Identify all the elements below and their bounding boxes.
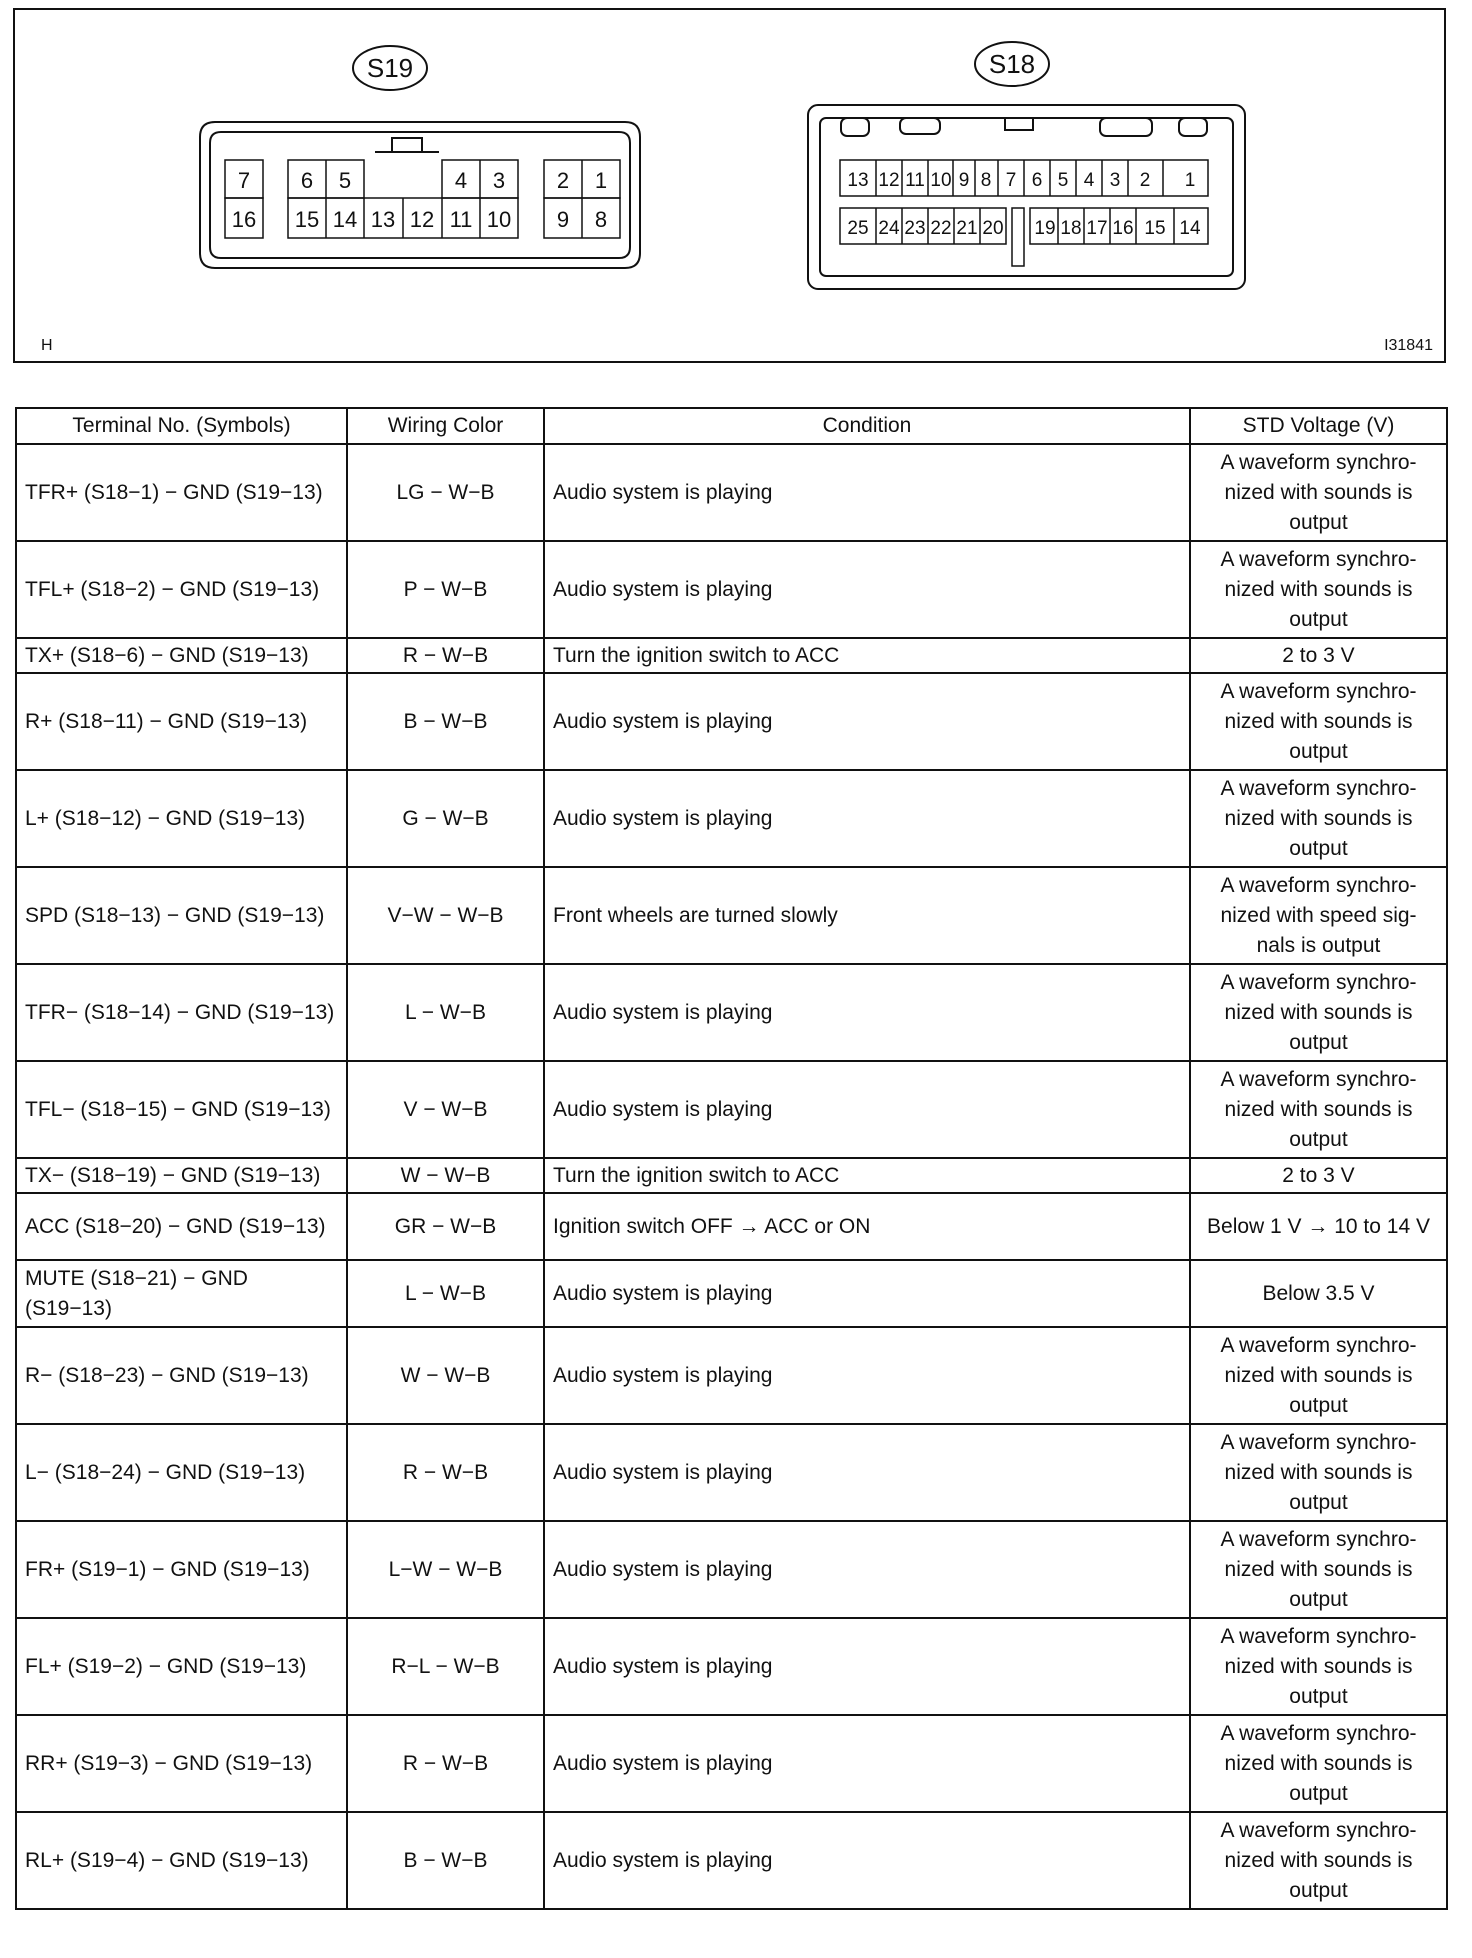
- terminal-cell: TX− (S18−19) − GND (S19−13): [16, 1158, 347, 1193]
- s18-pin: 1: [1184, 170, 1196, 191]
- s18-pin: 15: [1144, 218, 1166, 239]
- s19-pin: 13: [370, 207, 396, 232]
- s18-pin: 14: [1179, 218, 1201, 239]
- wiring-color-cell: L − W−B: [347, 964, 544, 1061]
- s18-top-pins: [847, 170, 1195, 191]
- s18-label: S18: [988, 49, 1036, 79]
- voltage-cell: A waveform synchro- nized with sounds is output: [1190, 444, 1447, 541]
- s19-pin: 3: [492, 168, 506, 193]
- voltage-cell: 2 to 3 V: [1190, 638, 1447, 673]
- wiring-color-cell: B − W−B: [347, 673, 544, 770]
- wiring-color-cell: W − W−B: [347, 1158, 544, 1193]
- condition-cell: Audio system is playing: [544, 964, 1190, 1061]
- s19-pin: 4: [454, 168, 468, 193]
- voltage-cell: Below 1 V → 10 to 14 V: [1190, 1193, 1447, 1260]
- wiring-color-cell: R − W−B: [347, 638, 544, 673]
- s18-pin: 6: [1031, 170, 1043, 191]
- condition-cell: Audio system is playing: [544, 770, 1190, 867]
- s18-pin: 7: [1005, 170, 1017, 191]
- corner-letter: H: [41, 337, 53, 354]
- s18-pin: 16: [1112, 218, 1134, 239]
- wiring-color-cell: GR − W−B: [347, 1193, 544, 1260]
- s19-pin: 9: [556, 207, 570, 232]
- s19-label: S19: [366, 53, 414, 83]
- condition-cell: Ignition switch OFF → ACC or ON: [544, 1193, 1190, 1260]
- header-std-voltage: STD Voltage (V): [1190, 408, 1447, 444]
- voltage-cell: A waveform synchro- nized with sounds is output: [1190, 770, 1447, 867]
- voltage-cell: A waveform synchro- nized with sounds is output: [1190, 1327, 1447, 1424]
- s19-pin: 5: [338, 168, 352, 193]
- terminal-table: [15, 407, 1448, 1910]
- s18-pin: 20: [982, 218, 1004, 239]
- table-row: [16, 638, 1447, 673]
- table-row: [16, 1424, 1447, 1521]
- terminal-cell: TFR+ (S18−1) − GND (S19−13): [16, 444, 347, 541]
- s18-pin: 24: [878, 218, 900, 239]
- terminal-cell: R+ (S18−11) − GND (S19−13): [16, 673, 347, 770]
- table-row: [16, 1618, 1447, 1715]
- s19-pin: 10: [486, 207, 512, 232]
- voltage-cell: A waveform synchro- nized with sounds is output: [1190, 1424, 1447, 1521]
- condition-cell: Audio system is playing: [544, 1715, 1190, 1812]
- voltage-cell: A waveform synchro- nized with sounds is output: [1190, 1618, 1447, 1715]
- s19-pin: 2: [556, 168, 570, 193]
- s18-pin: 21: [956, 218, 978, 239]
- table-header-row: [16, 408, 1447, 444]
- s18-pin: 19: [1034, 218, 1056, 239]
- terminal-cell: R− (S18−23) − GND (S19−13): [16, 1327, 347, 1424]
- header-condition: Condition: [544, 408, 1190, 444]
- voltage-cell: A waveform synchro- nized with sounds is output: [1190, 1715, 1447, 1812]
- wiring-color-cell: B − W−B: [347, 1812, 544, 1909]
- table-row: [16, 1521, 1447, 1618]
- table-row: [16, 1193, 1447, 1260]
- terminal-cell: RR+ (S19−3) − GND (S19−13): [16, 1715, 347, 1812]
- s18-pin: 22: [930, 218, 952, 239]
- s19-pin: 16: [231, 207, 257, 232]
- terminal-cell: SPD (S18−13) − GND (S19−13): [16, 867, 347, 964]
- condition-cell: Audio system is playing: [544, 1812, 1190, 1909]
- s18-pin: 10: [930, 170, 952, 191]
- wiring-color-cell: R − W−B: [347, 1715, 544, 1812]
- table-row: [16, 444, 1447, 541]
- condition-cell: Audio system is playing: [544, 1521, 1190, 1618]
- terminal-cell: RL+ (S19−4) − GND (S19−13): [16, 1812, 347, 1909]
- table-row: [16, 1327, 1447, 1424]
- wiring-color-cell: L−W − W−B: [347, 1521, 544, 1618]
- condition-cell: Audio system is playing: [544, 1618, 1190, 1715]
- s19-pin: 1: [594, 168, 608, 193]
- wiring-color-cell: R − W−B: [347, 1424, 544, 1521]
- wiring-color-cell: L − W−B: [347, 1260, 544, 1327]
- condition-cell: Audio system is playing: [544, 1260, 1190, 1327]
- voltage-cell: A waveform synchro- nized with sounds is output: [1190, 673, 1447, 770]
- table-row: [16, 867, 1447, 964]
- terminal-cell: L− (S18−24) − GND (S19−13): [16, 1424, 347, 1521]
- header-terminal: Terminal No. (Symbols): [16, 408, 347, 444]
- s18-pin: 12: [878, 170, 900, 191]
- wiring-color-cell: R−L − W−B: [347, 1618, 544, 1715]
- terminal-cell: TFR− (S18−14) − GND (S19−13): [16, 964, 347, 1061]
- s18-pin: 9: [958, 170, 970, 191]
- s19-pin: 14: [332, 207, 358, 232]
- table-row: [16, 541, 1447, 638]
- wiring-color-cell: G − W−B: [347, 770, 544, 867]
- wiring-color-cell: LG − W−B: [347, 444, 544, 541]
- table-row: [16, 673, 1447, 770]
- wiring-color-cell: P − W−B: [347, 541, 544, 638]
- voltage-cell: A waveform synchro- nized with speed sig- nals is output: [1190, 867, 1447, 964]
- connector-diagram: [13, 8, 1446, 363]
- table-row: [16, 1158, 1447, 1193]
- condition-cell: Audio system is playing: [544, 444, 1190, 541]
- wiring-color-cell: V−W − W−B: [347, 867, 544, 964]
- table-row: [16, 1260, 1447, 1327]
- terminal-cell: FL+ (S19−2) − GND (S19−13): [16, 1618, 347, 1715]
- terminal-cell: TFL− (S18−15) − GND (S19−13): [16, 1061, 347, 1158]
- table-row: [16, 964, 1447, 1061]
- connector-drawing: [15, 10, 1444, 361]
- s18-pin: 18: [1060, 218, 1082, 239]
- s18-pin: 3: [1109, 170, 1121, 191]
- terminal-cell: TX+ (S18−6) − GND (S19−13): [16, 638, 347, 673]
- terminal-cell: FR+ (S19−1) − GND (S19−13): [16, 1521, 347, 1618]
- voltage-cell: A waveform synchro- nized with sounds is output: [1190, 1812, 1447, 1909]
- s19-pin: 11: [449, 207, 473, 232]
- terminal-cell: L+ (S18−12) − GND (S19−13): [16, 770, 347, 867]
- table-row: [16, 1812, 1447, 1909]
- condition-cell: Audio system is playing: [544, 541, 1190, 638]
- s18-pin: 25: [847, 218, 869, 239]
- table-row: [16, 770, 1447, 867]
- s19-pin: 7: [237, 168, 251, 193]
- s18-pin: 4: [1083, 170, 1095, 191]
- wiring-color-cell: W − W−B: [347, 1327, 544, 1424]
- condition-cell: Turn the ignition switch to ACC: [544, 638, 1190, 673]
- table-row: [16, 1061, 1447, 1158]
- condition-cell: Audio system is playing: [544, 1061, 1190, 1158]
- condition-cell: Front wheels are turned slowly: [544, 867, 1190, 964]
- terminal-cell: TFL+ (S18−2) − GND (S19−13): [16, 541, 347, 638]
- s18-pin: 13: [847, 170, 869, 191]
- s18-pin: 8: [980, 170, 992, 191]
- wiring-color-cell: V − W−B: [347, 1061, 544, 1158]
- terminal-cell: ACC (S18−20) − GND (S19−13): [16, 1193, 347, 1260]
- s18-pin: 11: [905, 170, 925, 191]
- s18-pin: 2: [1139, 170, 1151, 191]
- condition-cell: Turn the ignition switch to ACC: [544, 1158, 1190, 1193]
- voltage-cell: A waveform synchro- nized with sounds is output: [1190, 1521, 1447, 1618]
- s18-pin: 5: [1057, 170, 1069, 191]
- figure-id: I31841: [1384, 337, 1433, 354]
- s19-pin: 15: [294, 207, 320, 232]
- s19-pin: 6: [300, 168, 314, 193]
- s18-pin: 17: [1086, 218, 1108, 239]
- s18-pin: 23: [904, 218, 926, 239]
- condition-cell: Audio system is playing: [544, 1424, 1190, 1521]
- voltage-cell: 2 to 3 V: [1190, 1158, 1447, 1193]
- header-wiring-color: Wiring Color: [347, 408, 544, 444]
- voltage-cell: A waveform synchro- nized with sounds is output: [1190, 964, 1447, 1061]
- voltage-cell: Below 3.5 V: [1190, 1260, 1447, 1327]
- condition-cell: Audio system is playing: [544, 1327, 1190, 1424]
- s19-pin: 8: [594, 207, 608, 232]
- table-row: [16, 1715, 1447, 1812]
- voltage-cell: A waveform synchro- nized with sounds is output: [1190, 541, 1447, 638]
- condition-cell: Audio system is playing: [544, 673, 1190, 770]
- s19-pin: 12: [409, 207, 435, 232]
- s19-top-pins: [238, 168, 607, 193]
- terminal-cell: MUTE (S18−21) − GND (S19−13): [16, 1260, 347, 1327]
- voltage-cell: A waveform synchro- nized with sounds is output: [1190, 1061, 1447, 1158]
